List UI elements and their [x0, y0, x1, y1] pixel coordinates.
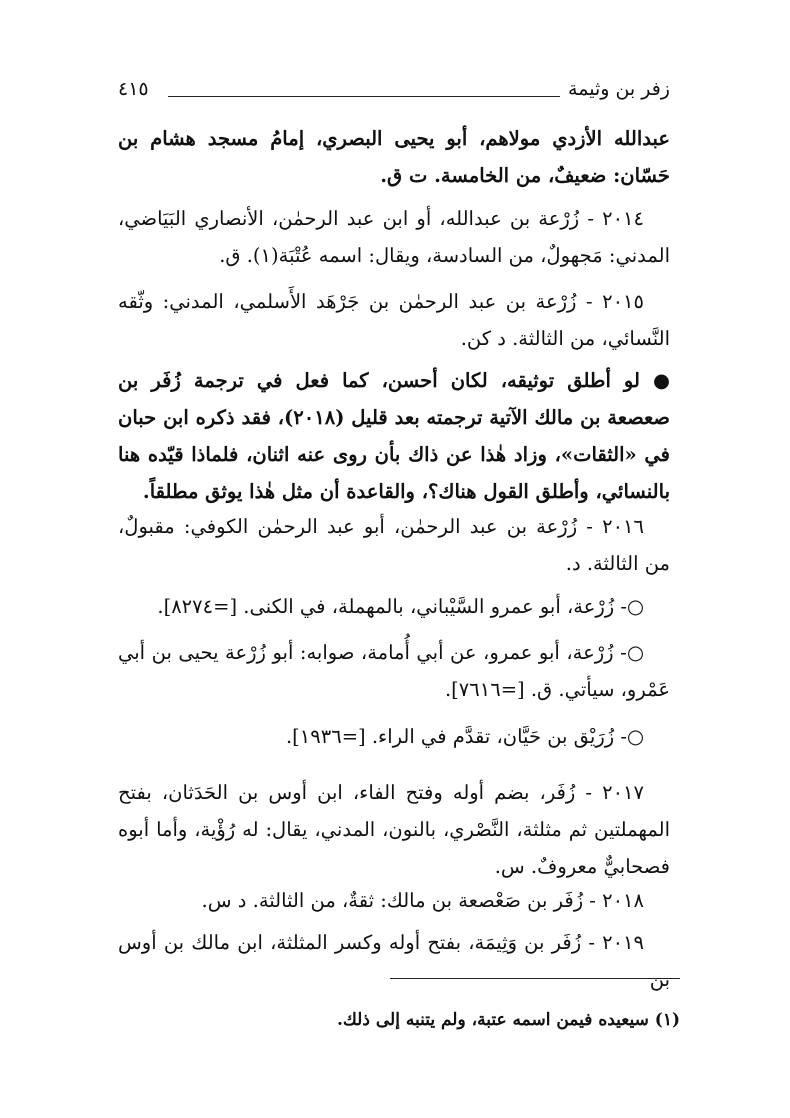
footnote-1: (١) سيعيده فيمن اسمه عتبة، ولم يتنبه إلى ذلك.: [336, 1010, 680, 1030]
page-number: ٤١٥: [118, 78, 149, 100]
entry-2019: ٢٠١٩ - زُفَر بن وَثِيمَة، بفتح أوله وكسر المثلثة، ابن مالك بن أوس بن: [118, 931, 670, 991]
header-rule: [168, 96, 560, 97]
entry-2016: ٢٠١٦ - زُرْعة بن عبد الرحمٰن، أبو عبد الرحمٰن الكوفي: مقبولٌ، من الثالثة. د.: [118, 515, 670, 575]
cross-reference-7616: ○- زُرْعة، أبو عمرو، عن أبي أُمامة، صوابه: أبو زُرْعة يحيى بن أبي عَمْرو، سيأتي. ق. [=٧٦١٦].: [118, 641, 670, 701]
entry-2015: ٢٠١٥ - زُرْعة بن عبد الرحمٰن بن جَرْهَد الأَسلمي، المدني: وثّقه النَّسائي، من الثالثة. د كن.: [118, 290, 670, 350]
commentary-note: ● لو أطلق توثيقه، لكان أحسن، كما فعل في ترجمة زُفَر بن صعصعة بن مالك الآتية ترجمته بعد قليل (٢٠١٨)، فقد ذكره ابن حبان في «الثقات»، وزاد هٰذا عن ذاك بأن روى عنه اثنان، فلماذا قيّده هنا بالنسائي، وأطلق القول هناك؟، والقاعدة أن مثل هٰذا يوثق مطلقاً.: [118, 369, 670, 503]
entry-2014: ٢٠١٤ - زُرْعة بن عبدالله، أو ابن عبد الرحمٰن، الأنصاري البَيَاضي، المدني: مَجهولٌ، من السادسة، ويقال: اسمه عُتْبَة(١). ق.: [118, 207, 670, 267]
cross-reference-1936: ○- زُرَيْق بن حَيَّان، تقدَّم في الراء. [=١٩٣٦].: [285, 725, 644, 748]
footnote-divider: [390, 978, 680, 979]
entry-2018: ٢٠١٨ - زُفَر بن صَعْصعة بن مالك: ثقةٌ، من الثالثة. د س.: [201, 889, 644, 912]
running-title: زفر بن وثيمة: [568, 78, 670, 100]
entry-continuation: عبدالله الأزدي مولاهم، أبو يحيى البصري، إمامُ مسجد هشام بن حَسّان: ضعيفٌ، من الخامسة. ت ق.: [118, 127, 670, 187]
page-header: [118, 78, 670, 108]
cross-reference-8274: ○- زُرْعة، أبو عمرو السَّيْباني، بالمهملة، في الكنى. [=٨٢٧٤].: [157, 595, 644, 618]
entry-2017: ٢٠١٧ - زُفَر، بضم أوله وفتح الفاء، ابن أوس بن الحَدَثان، بفتح المهملتين ثم مثلثة، النَّصْري، بالنون، المدني، يقال: له رُؤْية، وأما أبوه فصحابيٌّ معروفٌ. س.: [118, 781, 670, 878]
